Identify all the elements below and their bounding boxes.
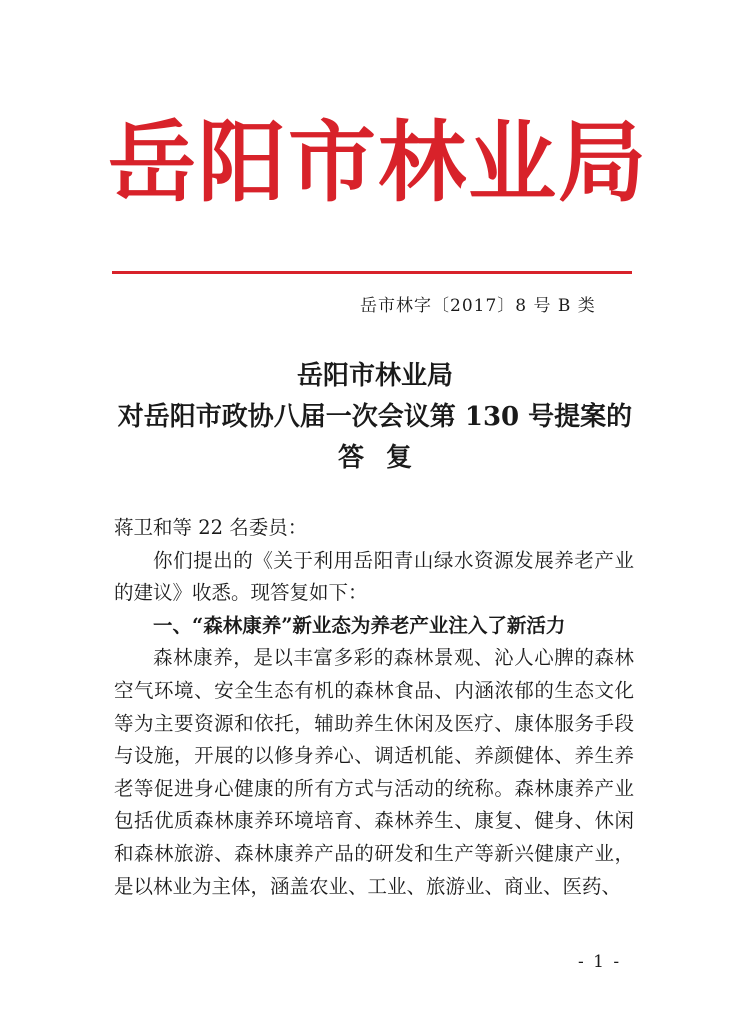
section-1-paragraph: 森林康养，是以丰富多彩的森林景观、沁人心脾的森林空气环境、安全生态有机的森林食品、内涵浓郁的生态文化等为主要资源和依托，辅助养生休闲及医疗、康体服务手段与设施，开展的以修身养心、调适机能、养颜健体、养生养老等促进身心健康的所有方式与活动的统称。森林康养产业包括优质森林康养环境培育、森林养生、康复、健身、休闲和森林旅游、森林康养产品的研发和生产等新兴健康产业，是以林业为主体，涵盖农业、工业、旅游业、商业、医药、	[114, 646, 634, 898]
title-line-3: 答复	[337, 443, 434, 473]
letterhead-red-rule	[112, 271, 632, 274]
section-heading-1: 一、“森林康养”新业态为养老产业注入了新活力	[153, 613, 566, 637]
document-body	[114, 512, 634, 903]
document-title	[80, 356, 670, 479]
agency-letterhead: 岳阳市林业局	[108, 110, 649, 214]
document-number: 岳市林字〔2017〕8 号 B 类	[360, 296, 596, 316]
salutation: 蒋卫和等 22 名委员：	[114, 516, 308, 539]
page-number: - 1 -	[578, 952, 622, 972]
intro-paragraph: 你们提出的《关于利用岳阳青山绿水资源发展养老产业的建议》收悉。现答复如下：	[114, 548, 634, 605]
title-line-2: 对岳阳市政协八届一次会议第 130 号提案的	[117, 402, 633, 432]
title-line-1: 岳阳市林业局	[296, 361, 453, 391]
